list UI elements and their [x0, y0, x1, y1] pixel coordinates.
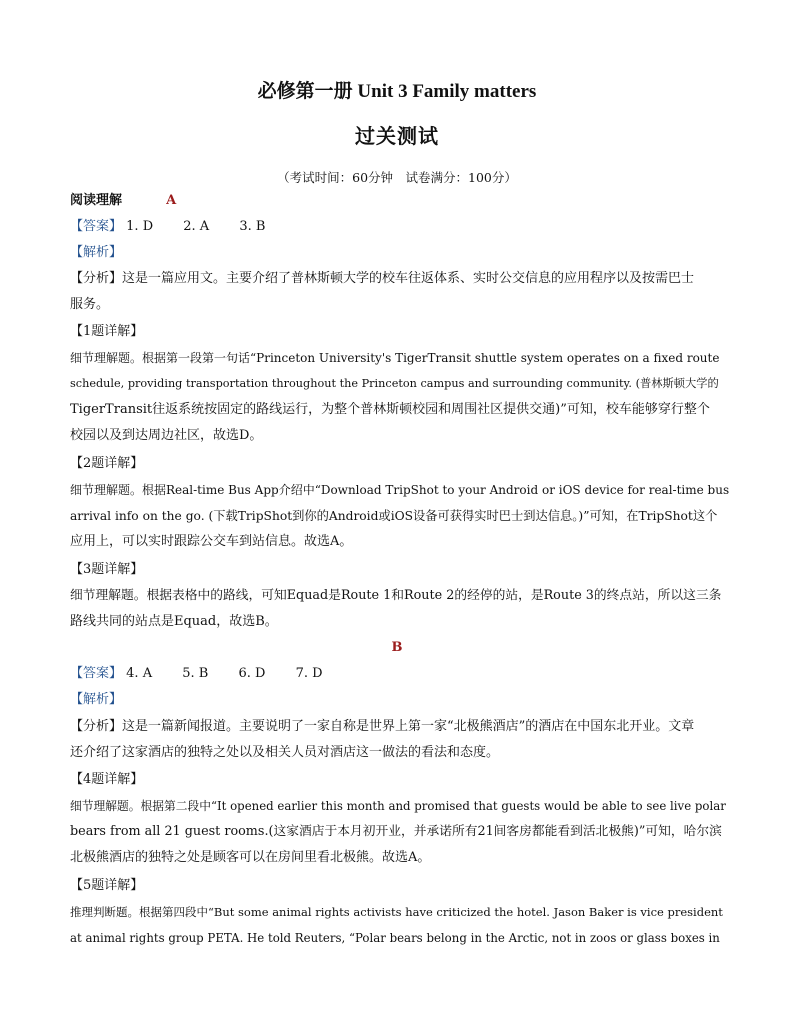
q1-line: 细节理解题。根据第一段第一句话“Princeton University's TigerTransit shuttle system operates on a fixed route	[70, 351, 720, 365]
q3-line: 路线共同的站点是Equad，故选B。	[70, 614, 278, 629]
section-heading: 阅读理解	[70, 193, 123, 208]
part-a-summary-line: 服务。	[70, 297, 110, 312]
exam-note: （考试时间：60分钟 试卷满分：100分）	[277, 170, 517, 185]
answer-item: 4. A	[126, 666, 153, 681]
answer-tag: 【答案】	[70, 219, 123, 234]
answer-item: 7. D	[295, 666, 323, 681]
document-subtitle: 过关测试	[355, 124, 439, 148]
q2-line: 应用上，可以实时跟踪公交车到站信息。故选A。	[70, 534, 353, 549]
answer-item: 1. D	[126, 219, 154, 234]
q3-tag: 【3题详解】	[70, 562, 144, 577]
answer-item: 2. A	[183, 219, 210, 234]
part-b-answers	[70, 664, 730, 684]
part-a-answers	[70, 217, 730, 237]
analysis-tag: 【解析】	[70, 245, 123, 260]
part-b-letter: B	[391, 640, 403, 655]
q1-tag: 【1题详解】	[70, 324, 144, 339]
q1-line: TigerTransit往返系统按固定的路线运行，为整个普林斯顿校园和周围社区提供交通)”可知，校车能够穿行整个	[70, 402, 710, 417]
q2-line: arrival info on the go. (下载TripShot到你的Android或iOS设备可获得实时巴士到达信息。)”可知，在TripShot这个	[70, 509, 718, 523]
q5-line: 推理判断题。根据第四段中“But some animal rights activists have criticized the hotel. Jason Baker is vice president	[70, 905, 723, 919]
answer-item: 5. B	[182, 666, 209, 681]
q2-line: 细节理解题。根据Real-time Bus App介绍中“Download TripShot to your Android or iOS device for real-time bus	[70, 483, 730, 497]
q4-line: 北极熊酒店的独特之处是顾客可以在房间里看北极熊。故选A。	[70, 850, 431, 865]
q5-tag: 【5题详解】	[70, 878, 144, 893]
q4-line: bears from all 21 guest rooms.(这家酒店于本月初开业，并承诺所有21间客房都能看到活北极熊)”可知，哈尔滨	[70, 824, 722, 839]
answer-item: 3. B	[239, 219, 266, 234]
q1-line: schedule, providing transportation throughout the Princeton campus and surrounding community. (普林斯顿大学的	[70, 377, 719, 390]
q5-line: at animal rights group PETA. He told Reuters, “Polar bears belong in the Arctic, not in zoos or glass boxes in	[70, 931, 720, 945]
part-b-summary-line: 【分析】这是一篇新闻报道。主要说明了一家自称是世界上第一家“北极熊酒店”的酒店在中国东北开业。文章	[70, 719, 695, 734]
q4-tag: 【4题详解】	[70, 772, 144, 787]
section-heading-row	[70, 191, 730, 211]
part-b-summary-line: 还介绍了这家酒店的独特之处以及相关人员对酒店这一做法的看法和态度。	[70, 745, 500, 760]
q3-line: 细节理解题。根据表格中的路线，可知Equad是Route 1和Route 2的经停的站，是Route 3的终点站，所以这三条	[70, 588, 722, 603]
part-a-summary-line: 【分析】这是一篇应用文。主要介绍了普林斯顿大学的校车往返体系、实时公交信息的应用程序以及按需巴士	[70, 271, 695, 286]
q4-line: 细节理解题。根据第二段中“It opened earlier this month and promised that guests would be able to see live polar	[70, 799, 726, 813]
answer-tag: 【答案】	[70, 666, 123, 681]
analysis-tag: 【解析】	[70, 692, 123, 707]
document-title: 必修第一册 Unit 3 Family matters	[257, 81, 537, 102]
q1-line: 校园以及到达周边社区，故选D。	[70, 428, 263, 443]
q2-tag: 【2题详解】	[70, 456, 144, 471]
part-a-letter: A	[166, 193, 177, 208]
answer-item: 6. D	[238, 666, 266, 681]
